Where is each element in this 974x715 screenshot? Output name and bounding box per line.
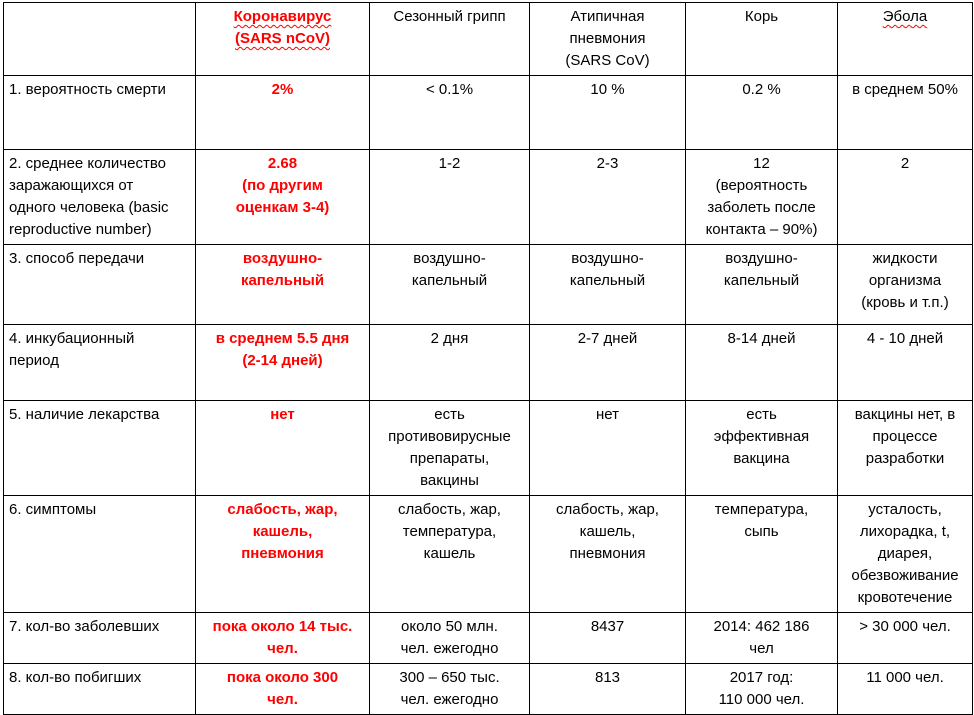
cell-text: вакцина	[733, 450, 790, 467]
cell-text: противовирусные	[388, 428, 511, 445]
cell-measles	[686, 401, 838, 496]
row-label	[4, 664, 196, 715]
cell-ebola	[838, 76, 973, 150]
cell-measles	[686, 664, 838, 715]
comparison-table	[3, 2, 973, 715]
cell-ebola	[838, 245, 973, 325]
cell-text: 10 %	[590, 81, 625, 98]
header-row	[4, 3, 973, 76]
cell-sars	[530, 76, 686, 150]
row-label-text: 7. кол-во заболевших	[9, 618, 160, 635]
cell-text: 2-7 дней	[577, 330, 638, 347]
cell-covid	[196, 150, 370, 245]
cell-text: организма	[868, 272, 942, 289]
cell-text: сыпь	[744, 523, 779, 540]
cell-text: около 50 млн.	[401, 618, 498, 635]
cell-sars	[530, 401, 686, 496]
cell-text: слабость, жар,	[556, 501, 659, 518]
row-cases	[4, 613, 973, 664]
cell-flu	[370, 325, 530, 401]
header-sars-line3: (SARS CoV)	[565, 52, 650, 69]
cell-text: капельный	[723, 272, 800, 289]
row-label-text: одного человека (basic	[9, 199, 169, 216]
cell-text: кашель	[423, 545, 476, 562]
row-label-text: 5. наличие лекарства	[9, 406, 160, 423]
row-incubation	[4, 325, 973, 401]
cell-sars	[530, 245, 686, 325]
row-label	[4, 401, 196, 496]
cell-text: воздушно-	[242, 250, 323, 267]
cell-sars	[530, 664, 686, 715]
header-covid-code: (SARS nCoV)	[235, 30, 330, 47]
cell-flu	[370, 76, 530, 150]
cell-text: (2-14 дней)	[242, 352, 323, 369]
cell-ebola	[838, 613, 973, 664]
cell-text: кровотечение	[857, 589, 953, 606]
cell-text: кашель,	[579, 523, 636, 540]
row-label	[4, 76, 196, 150]
cell-text: воздушно-	[725, 250, 798, 267]
cell-covid	[196, 613, 370, 664]
row-label-text: период	[9, 352, 59, 369]
cell-text: (по другим	[242, 177, 323, 194]
cell-flu	[370, 245, 530, 325]
cell-sars	[530, 613, 686, 664]
cell-text: (вероятность	[715, 177, 808, 194]
cell-measles	[686, 613, 838, 664]
cell-covid	[196, 76, 370, 150]
row-label-text: 2. среднее количество	[9, 155, 166, 172]
cell-text: 2%	[271, 81, 294, 98]
cell-measles	[686, 245, 838, 325]
cell-text: 2	[900, 155, 910, 172]
row-label-text: 3. способ передачи	[9, 250, 145, 267]
row-label	[4, 150, 196, 245]
cell-text: контакта – 90%)	[705, 221, 818, 238]
row-label-text: заражающихся от	[9, 177, 134, 194]
cell-text: пока около 300	[226, 669, 339, 686]
row-deaths	[4, 664, 973, 715]
header-covid-name: Коронавирус	[233, 8, 332, 25]
cell-text: диарея,	[877, 545, 933, 562]
header-measles	[686, 3, 838, 76]
cell-text: эффективная	[713, 428, 810, 445]
cell-text: чел.	[267, 640, 298, 657]
cell-text: пока около 14 тыс.	[212, 618, 353, 635]
row-label	[4, 613, 196, 664]
cell-covid	[196, 245, 370, 325]
cell-text: воздушно-	[571, 250, 644, 267]
cell-text: вакцины нет, в	[854, 406, 956, 423]
row-label-text: 8. кол-во побигших	[9, 669, 142, 686]
cell-ebola	[838, 325, 973, 401]
cell-text: 300 – 650 тыс.	[399, 669, 500, 686]
cell-measles	[686, 325, 838, 401]
cell-text: слабость, жар,	[398, 501, 501, 518]
cell-text: 2-3	[596, 155, 619, 172]
cell-flu	[370, 613, 530, 664]
row-label-text: reproductive number)	[9, 221, 152, 238]
cell-text: слабость, жар,	[227, 501, 338, 518]
cell-text: лихорадка, t,	[859, 523, 951, 540]
row-mortality	[4, 76, 973, 150]
row-label	[4, 496, 196, 613]
cell-text: нет	[596, 406, 619, 423]
cell-text: процессе	[872, 428, 938, 445]
cell-text: в среднем 5.5 дня	[215, 330, 350, 347]
header-ebola-name: Эбола	[882, 8, 928, 25]
cell-covid	[196, 325, 370, 401]
row-label-text: 6. симптомы	[9, 501, 97, 518]
cell-text: в среднем 50%	[852, 81, 958, 98]
cell-text: жидкости	[872, 250, 938, 267]
cell-flu	[370, 664, 530, 715]
row-label	[4, 325, 196, 401]
cell-text: (кровь и т.п.)	[861, 294, 949, 311]
cell-measles	[686, 76, 838, 150]
cell-covid	[196, 401, 370, 496]
cell-flu	[370, 401, 530, 496]
cell-text: усталость,	[868, 501, 942, 518]
cell-ebola	[838, 401, 973, 496]
cell-text: воздушно-	[413, 250, 486, 267]
cell-text: чел. ежегодно	[400, 640, 499, 657]
cell-text: капельный	[240, 272, 325, 289]
cell-text: капельный	[411, 272, 488, 289]
cell-text: > 30 000 чел.	[859, 618, 951, 635]
row-symptoms	[4, 496, 973, 613]
cell-text: чел	[749, 640, 774, 657]
cell-sars	[530, 496, 686, 613]
cell-flu	[370, 496, 530, 613]
cell-text: вакцины	[420, 472, 479, 489]
cell-text: 2.68	[267, 155, 298, 172]
cell-text: 2 дня	[430, 330, 469, 347]
cell-text: обезвоживание	[851, 567, 959, 584]
cell-text: 2017 год:	[729, 669, 794, 686]
cell-text: препараты,	[409, 450, 490, 467]
header-measles-name: Корь	[744, 8, 779, 25]
cell-text: чел.	[267, 691, 298, 708]
cell-text: 8-14 дней	[727, 330, 796, 347]
cell-text: нет	[270, 406, 295, 423]
cell-ebola	[838, 664, 973, 715]
cell-text: 110 000 чел.	[718, 691, 805, 708]
header-sars-line1: Атипичная	[570, 8, 645, 25]
header-sars	[530, 3, 686, 76]
cell-text: температура,	[402, 523, 497, 540]
cell-text: 4 - 10 дней	[866, 330, 944, 347]
cell-text: пневмония	[241, 545, 324, 562]
header-covid	[196, 3, 370, 76]
cell-text: капельный	[569, 272, 646, 289]
cell-text: разработки	[865, 450, 945, 467]
cell-text: кашель,	[252, 523, 313, 540]
cell-text: чел. ежегодно	[400, 691, 499, 708]
header-ebola	[838, 3, 973, 76]
cell-text: 2014: 462 186	[713, 618, 810, 635]
cell-text: 1-2	[438, 155, 461, 172]
row-r0	[4, 150, 973, 245]
cell-text: есть	[434, 406, 465, 423]
cell-text: пневмония	[569, 545, 646, 562]
row-label-text: 1. вероятность смерти	[9, 81, 166, 98]
cell-text: 11 000 чел.	[866, 669, 944, 686]
header-sars-line2: пневмония	[569, 30, 646, 47]
header-flu-name: Сезонный грипп	[393, 8, 506, 25]
cell-text: 12	[753, 155, 770, 172]
cell-ebola	[838, 496, 973, 613]
row-label-text: 4. инкубационный	[9, 330, 135, 347]
cell-covid	[196, 496, 370, 613]
cell-text: температура,	[714, 501, 809, 518]
cell-text: оценкам 3-4)	[235, 199, 330, 216]
header-flu	[370, 3, 530, 76]
cell-measles	[686, 496, 838, 613]
cell-text: < 0.1%	[425, 81, 474, 98]
cell-sars	[530, 325, 686, 401]
row-transmission	[4, 245, 973, 325]
cell-text: 813	[594, 669, 621, 686]
corner-cell	[4, 3, 196, 76]
row-label	[4, 245, 196, 325]
cell-text: заболеть после	[707, 199, 816, 216]
cell-text: есть	[746, 406, 777, 423]
cell-measles	[686, 150, 838, 245]
cell-text: 0.2 %	[742, 81, 781, 98]
row-treatment	[4, 401, 973, 496]
cell-text: 8437	[590, 618, 625, 635]
cell-ebola	[838, 150, 973, 245]
cell-covid	[196, 664, 370, 715]
cell-flu	[370, 150, 530, 245]
cell-sars	[530, 150, 686, 245]
